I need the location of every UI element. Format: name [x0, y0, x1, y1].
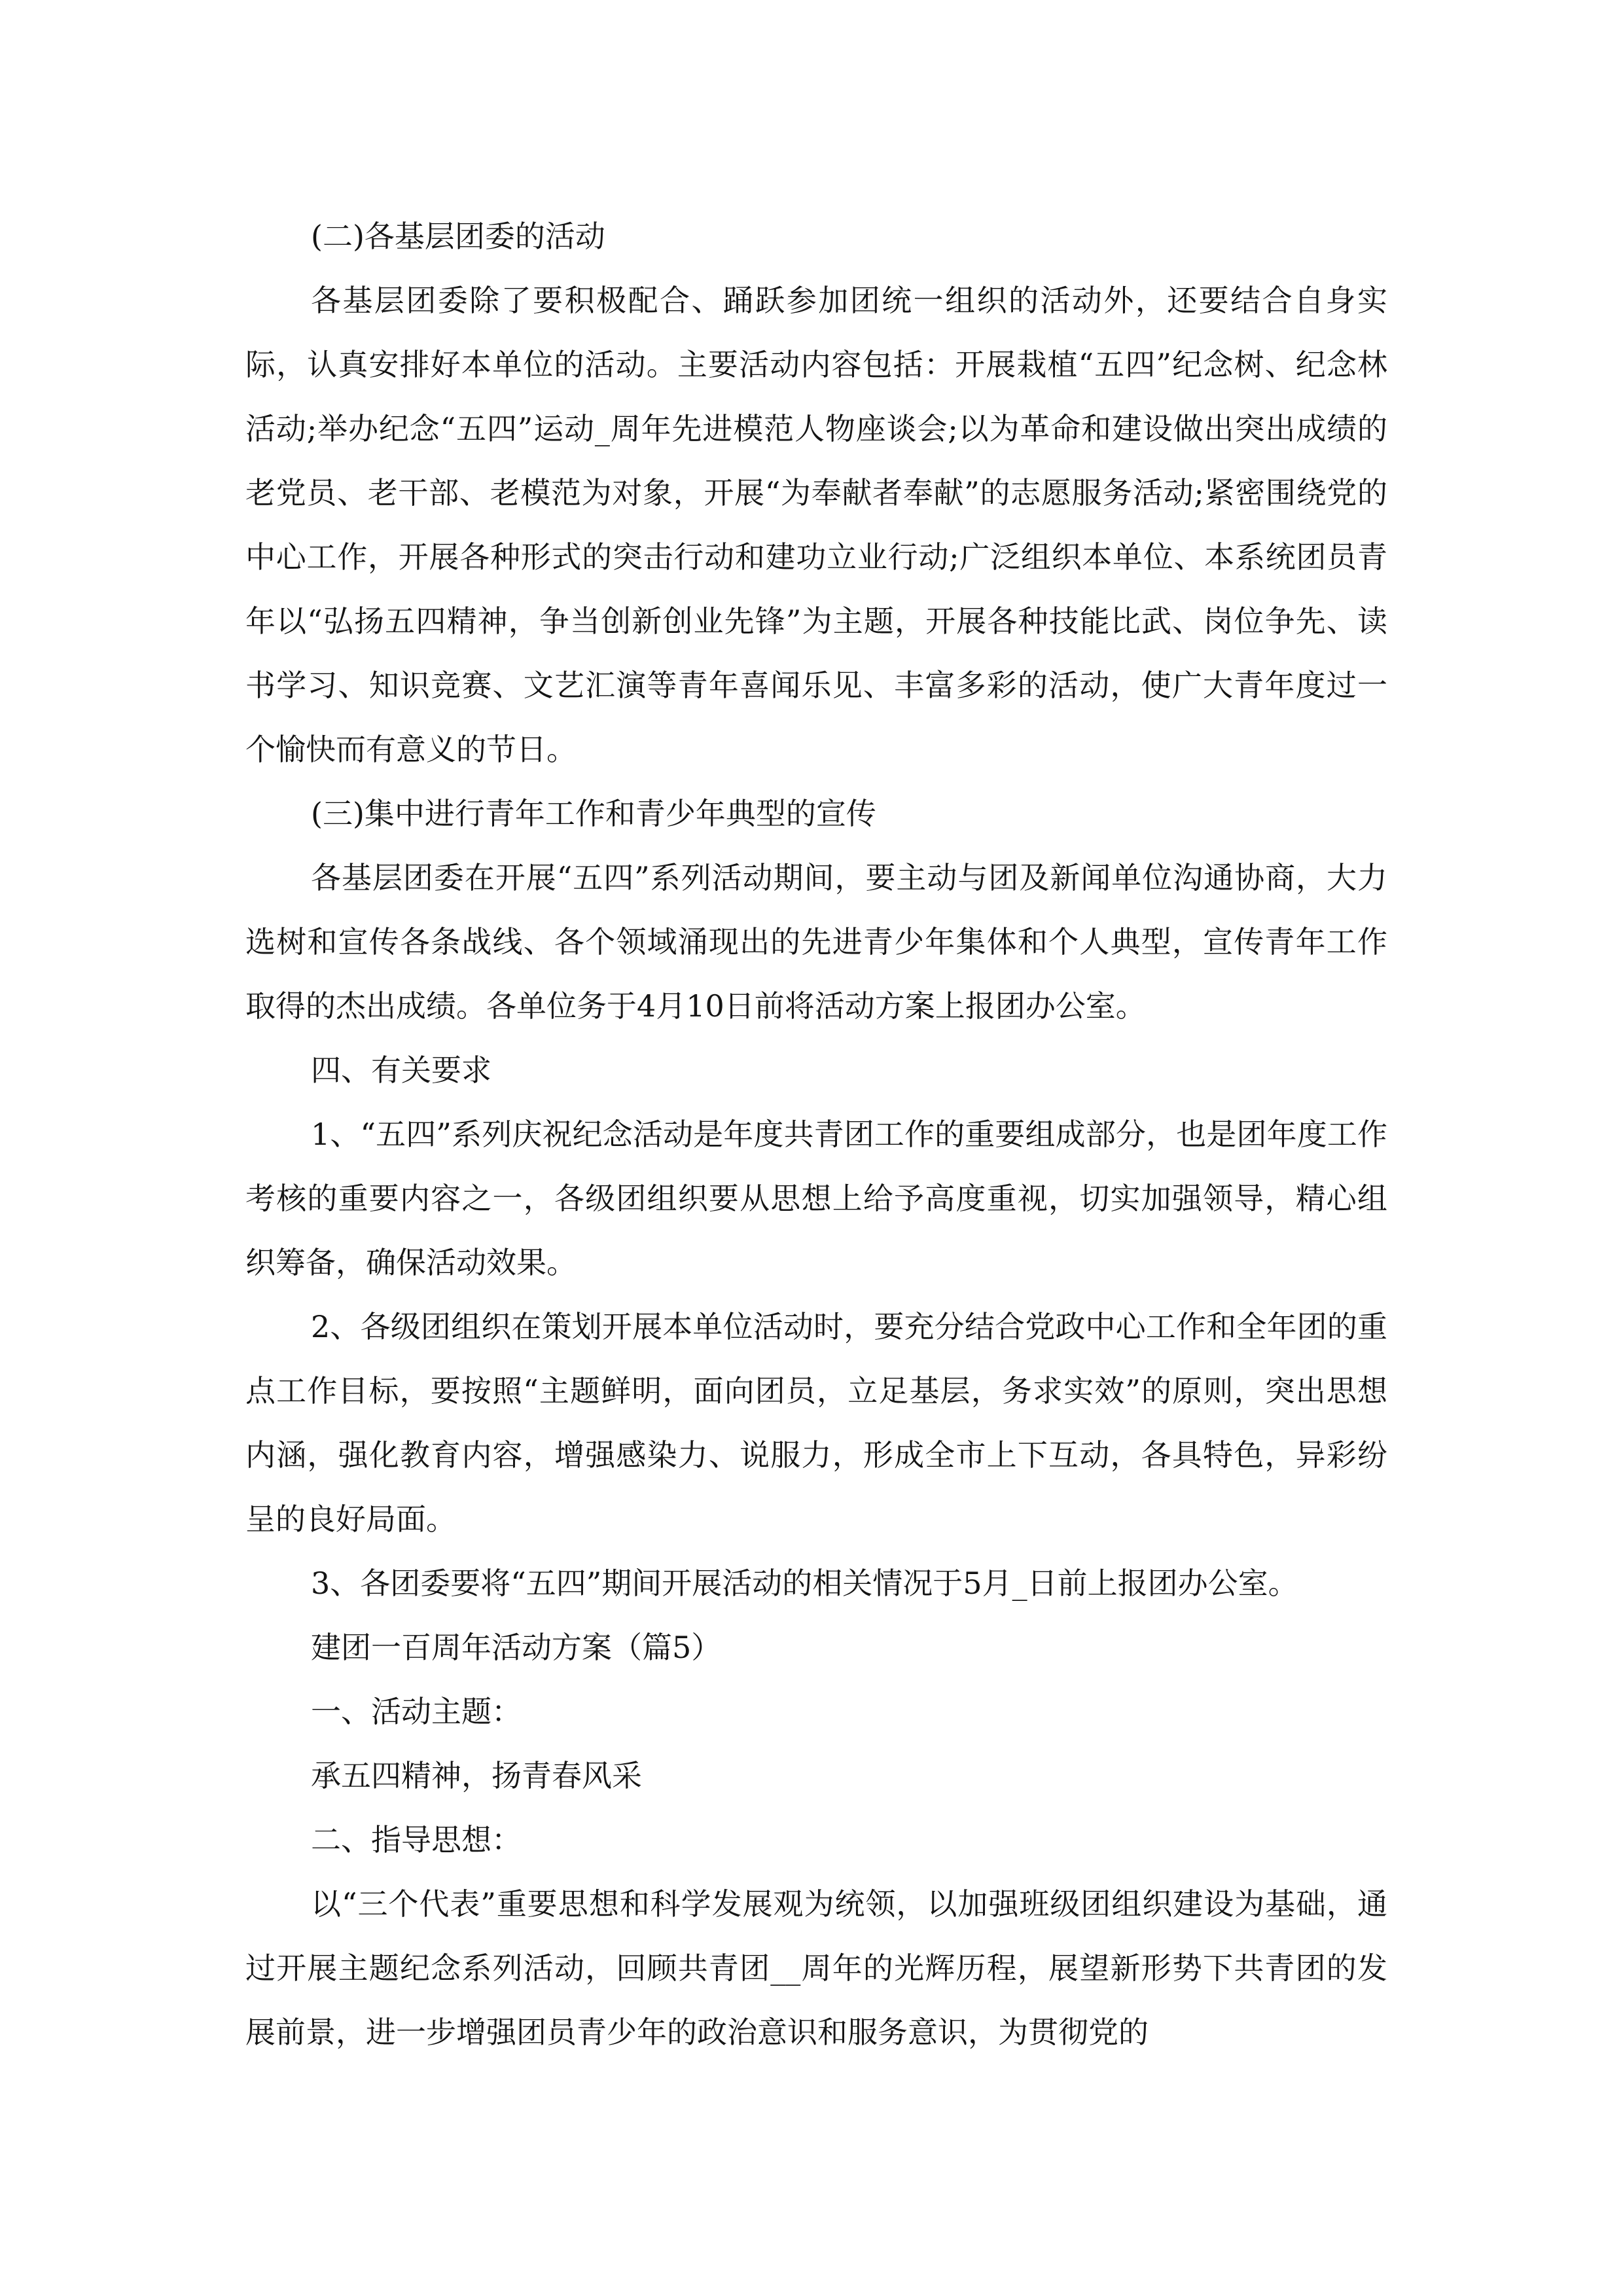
paragraph-basic-league-activities: 各基层团委除了要积极配合、踊跃参加团统一组织的活动外，还要结合自身实际，认真安排好本单位的活动。主要活动内容包括：开展栽植“五四”纪念树、纪念林活动;举办纪念“五四”运动_周年先进模范人物座谈会;以为革命和建设做出突出成绩的老党员、老干部、老模范为对象，开展“为奉献者奉献”的志愿服务活动;紧密围绕党的中心工作，开展各种形式的突击行动和建功立业行动;广泛组织本单位、本系统团员青年以“弘扬五四精神，争当创新创业先锋”为主题，开展各种技能比武、岗位争先、读书学习、知识竞赛、文艺汇演等青年喜闻乐见、丰富多彩的活动，使广大青年度过一个愉快而有意义的节日。 [245, 283, 1387, 767]
activity-theme-text: 承五四精神，扬青春风采 [311, 1758, 642, 1793]
section-heading-requirements: 四、有关要求 [311, 1052, 491, 1088]
section-heading-activity-theme: 一、活动主题： [311, 1694, 522, 1729]
section-heading-guiding-ideology: 二、指导思想： [311, 1822, 522, 1857]
requirement-item-1: 1、“五四”系列庆祝纪念活动是年度共青团工作的重要组成部分，也是团年度工作考核的重要内容之一，各级团组织要从思想上给予高度重视，切实加强领导，精心组织筹备，确保活动效果。 [245, 1117, 1387, 1280]
plan-title: 建团一百周年活动方案（篇5） [311, 1630, 722, 1665]
section-heading-youth-publicity: (三)集中进行青年工作和青少年典型的宣传 [311, 796, 876, 831]
paragraph-youth-publicity: 各基层团委在开展“五四”系列活动期间，要主动与团及新闻单位沟通协商，大力选树和宣传各条战线、各个领域涌现出的先进青少年集体和个人典型，宣传青年工作取得的杰出成绩。各单位务于4月10日前将活动方案上报团办公室。 [245, 860, 1387, 1024]
section-heading-basic-league-activities: (二)各基层团委的活动 [311, 219, 605, 254]
paragraph-guiding-ideology: 以“三个代表”重要思想和科学发展观为统领，以加强班级团组织建设为基础，通过开展主题纪念系列活动，回顾共青团__周年的光辉历程，展望新形势下共青团的发展前景，进一步增强团员青少年的政治意识和服务意识，为贯彻党的 [245, 1886, 1387, 2050]
requirement-item-2: 2、各级团组织在策划开展本单位活动时，要充分结合党政中心工作和全年团的重点工作目标，要按照“主题鲜明，面向团员，立足基层，务求实效”的原则，突出思想内涵，强化教育内容，增强感染力、说服力，形成全市上下互动，各具特色，异彩纷呈的良好局面。 [245, 1309, 1387, 1537]
document-body [245, 204, 1387, 2064]
requirement-item-3: 3、各团委要将“五四”期间开展活动的相关情况于5月_日前上报团办公室。 [311, 1566, 1298, 1601]
